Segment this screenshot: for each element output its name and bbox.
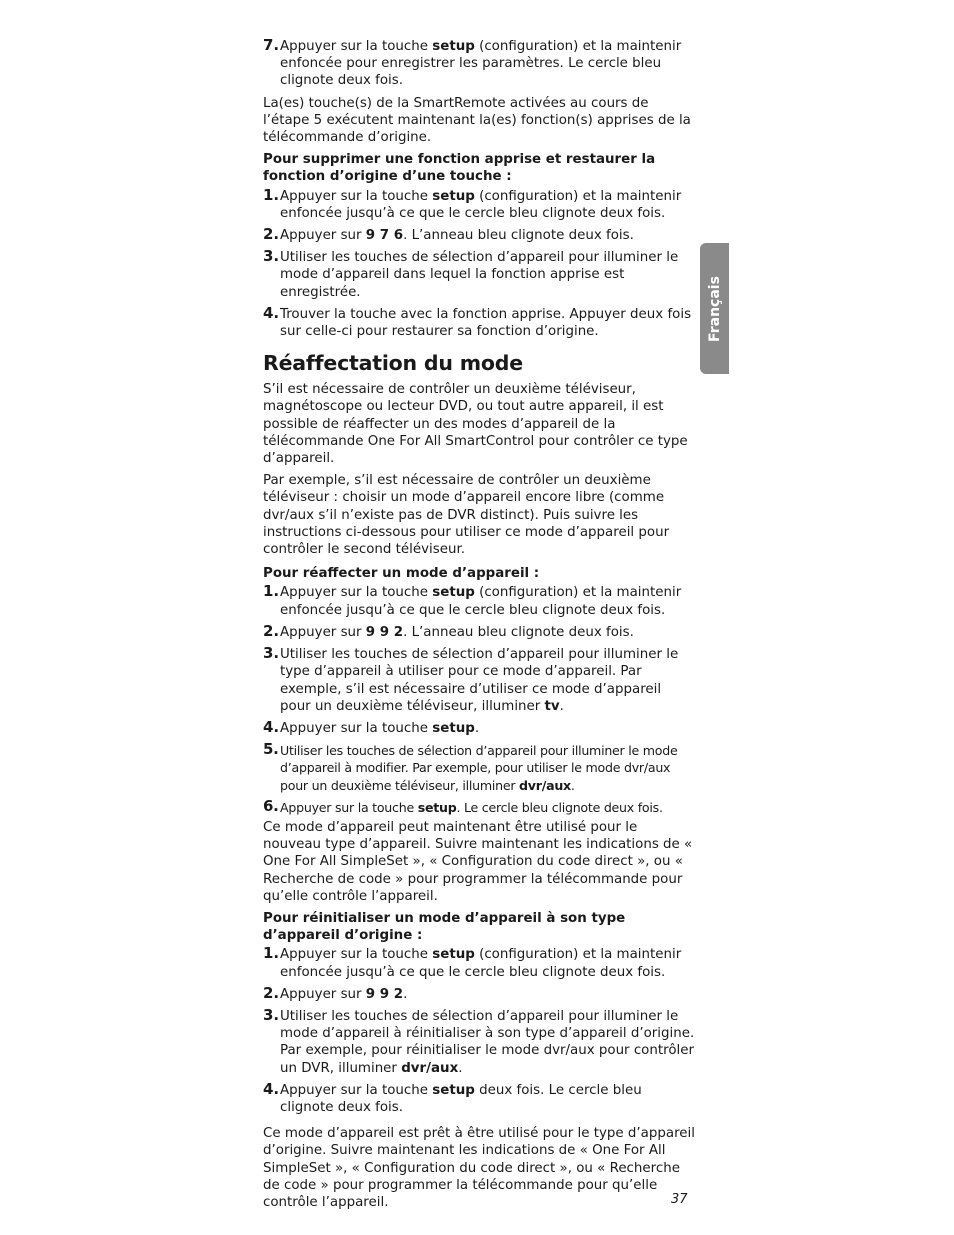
key-name: setup <box>432 188 475 204</box>
step-text: . <box>570 777 575 793</box>
step-number: 3. <box>263 1005 280 1024</box>
step-text: . <box>559 698 564 714</box>
page-number: 37 <box>671 1192 688 1207</box>
restore-step-4 <box>263 303 695 340</box>
step-text: Appuyer sur <box>280 228 366 244</box>
step-number: 2. <box>263 225 280 244</box>
step-text: Utiliser les touches de sélection d’appareil pour illuminer le mode d’appareil à réinitialiser à son type d’appareil d’origine. Par exemple, pour réinitialiser le mode dvr/aux pour contrôler un DVR, illuminer <box>280 1008 695 1076</box>
key-name: setup <box>432 720 475 736</box>
step-number: 6. <box>263 796 279 815</box>
intro-step-7 <box>263 38 695 90</box>
step-text: . <box>458 1060 463 1076</box>
reassign-heading: Pour réaffecter un mode d’appareil : <box>263 566 540 582</box>
step-text: Appuyer sur <box>280 986 366 1002</box>
key-name: setup <box>432 39 475 54</box>
reassign-after-paragraph: Ce mode d’appareil peut maintenant être utilisé pour le nouveau type d’appareil. Suivre maintenant les indications de « One For All SimpleSet », « Configuration du code direct », ou « Recherche de code » pour programmer la télécommande pour qu’elle contrôle l’appareil. <box>263 819 693 904</box>
restore-step-3 <box>263 249 695 301</box>
section-paragraph-2: Par exemple, s’il est nécessaire de contrôler un deuxième téléviseur : choisir un mode d’appareil encore libre (comme dvr/aux s’il n’existe pas de DVR distinct). Puis suivre les instructions ci-dessous pour utiliser ce mode d’appareil pour contrôler le second téléviseur. <box>263 473 670 558</box>
reset-step-1 <box>263 946 695 980</box>
step-number: 4. <box>263 303 280 322</box>
reset-heading: Pour réinitialiser un mode d’appareil à son type d’appareil d’origine : <box>263 910 626 944</box>
step-text: Appuyer sur <box>280 624 366 640</box>
step-number: 1. <box>263 185 280 204</box>
reset-after-paragraph: Ce mode d’appareil est prêt à être utilisé pour le type d’appareil d’origine. Suivre maintenant les indications de « One For All SimpleSet », « Configuration du code direct », ou « Recherche de code » pour programmer la télécommande pour qu’elle contrôle l’appareil. <box>263 1126 695 1210</box>
reassign-step-2 <box>263 621 695 641</box>
step-text: Utiliser les touches de sélection d’appareil pour illuminer le type d’appareil à utiliser pour ce mode d’appareil. Par exemple, s’il est nécessaire d’utiliser ce mode d’appareil pour un deuxième téléviseur, illuminer <box>280 647 679 714</box>
step-text: . Le cercle bleu clignote deux fois. <box>456 799 663 815</box>
key-code: 9 9 2 <box>365 986 404 1002</box>
restore-step-1 <box>263 185 695 222</box>
key-name: setup <box>417 799 457 815</box>
step-number: 5. <box>263 740 279 759</box>
reassign-step-1 <box>263 584 695 618</box>
step-text: Appuyer sur la touche <box>280 947 433 963</box>
step-text: . <box>474 720 480 736</box>
step-number: 7. <box>263 36 280 54</box>
step-number: 1. <box>263 944 280 963</box>
step-text: Appuyer sur la touche <box>280 720 433 736</box>
language-side-tab <box>700 243 729 374</box>
step-text: deux fois. Le cercle bleu clignote deux fois. <box>280 1082 642 1115</box>
reassign-step-3 <box>263 646 695 715</box>
manual-page-content <box>263 38 695 1216</box>
step-text: Trouver la touche avec la fonction apprise. Appuyer deux fois sur celle-ci pour restaurer sa fonction d’origine. <box>280 306 692 340</box>
step-text: Utiliser les touches de sélection d’appareil pour illuminer le mode d’appareil à modifier. Par exemple, pour utiliser le mode dvr/aux pour un deuxième téléviseur, illuminer <box>280 743 678 793</box>
step-text: . <box>403 986 408 1002</box>
step-text: (configuration) et la maintenir enfoncée jusqu’à ce que le cercle bleu clignote deux fois. <box>280 585 682 618</box>
reassign-step-4 <box>263 717 695 737</box>
key-name: dvr/aux <box>519 777 571 793</box>
reset-step-3 <box>263 1005 695 1077</box>
step-number: 4. <box>263 717 280 736</box>
reset-step-2 <box>263 983 695 1003</box>
step-text: . L’anneau bleu clignote deux fois. <box>403 624 634 640</box>
step-number: 3. <box>263 247 280 266</box>
key-name: setup <box>432 585 475 601</box>
key-name: setup <box>432 1082 475 1098</box>
step-text: Appuyer sur la touche <box>280 39 433 54</box>
step-number: 4. <box>263 1079 280 1098</box>
step-text: (configuration) et la maintenir enfoncée pour enregistrer les paramètres. Le cercle bleu clignote deux fois. <box>280 39 682 89</box>
step-number: 3. <box>263 644 280 663</box>
language-tab-label: Français <box>706 275 723 342</box>
restore-step-2 <box>263 227 695 244</box>
reset-step-4 <box>263 1079 695 1116</box>
step-text: (configuration) et la maintenir enfoncée jusqu’à ce que le cercle bleu clignote deux fois. <box>280 188 682 221</box>
section-title: Réaffectation du mode <box>263 351 523 376</box>
step-number: 1. <box>263 582 280 601</box>
step-text: . L’anneau bleu clignote deux fois. <box>403 228 634 244</box>
step-text: Appuyer sur la touche <box>280 585 433 601</box>
key-code: 9 7 6 <box>365 228 404 244</box>
reassign-step-6 <box>263 796 695 816</box>
intro-paragraph: La(es) touche(s) de la SmartRemote activées au cours de l’étape 5 exécutent maintenant la(es) fonction(s) apprises de la télécommande d’origine. <box>263 95 691 146</box>
step-text: Appuyer sur la touche <box>280 1082 433 1098</box>
restore-heading: Pour supprimer une fonction apprise et restaurer la fonction d’origine d’une touche : <box>263 152 656 185</box>
section-paragraph-1: S’il est nécessaire de contrôler un deuxième téléviseur, magnétoscope ou lecteur DVD, ou tout autre appareil, il est possible de réaffecter un des modes d’appareil de la télécommande One For All SmartControl pour contrôler ce type d’appareil. <box>263 382 688 467</box>
step-text: Appuyer sur la touche <box>280 188 433 204</box>
reassign-step-5 <box>263 742 695 794</box>
key-code: 9 9 2 <box>365 624 404 640</box>
key-name: dvr/aux <box>401 1060 459 1076</box>
key-name: tv <box>544 698 560 714</box>
step-text: Utiliser les touches de sélection d’appareil pour illuminer le mode d’appareil dans lequel la fonction apprise est enregistrée. <box>280 250 679 300</box>
step-text: Appuyer sur la touche <box>280 799 418 815</box>
step-text: (configuration) et la maintenir enfoncée jusqu’à ce que le cercle bleu clignote deux fois. <box>280 947 682 980</box>
step-number: 2. <box>263 621 280 640</box>
step-number: 2. <box>263 983 280 1002</box>
key-name: setup <box>432 947 475 963</box>
